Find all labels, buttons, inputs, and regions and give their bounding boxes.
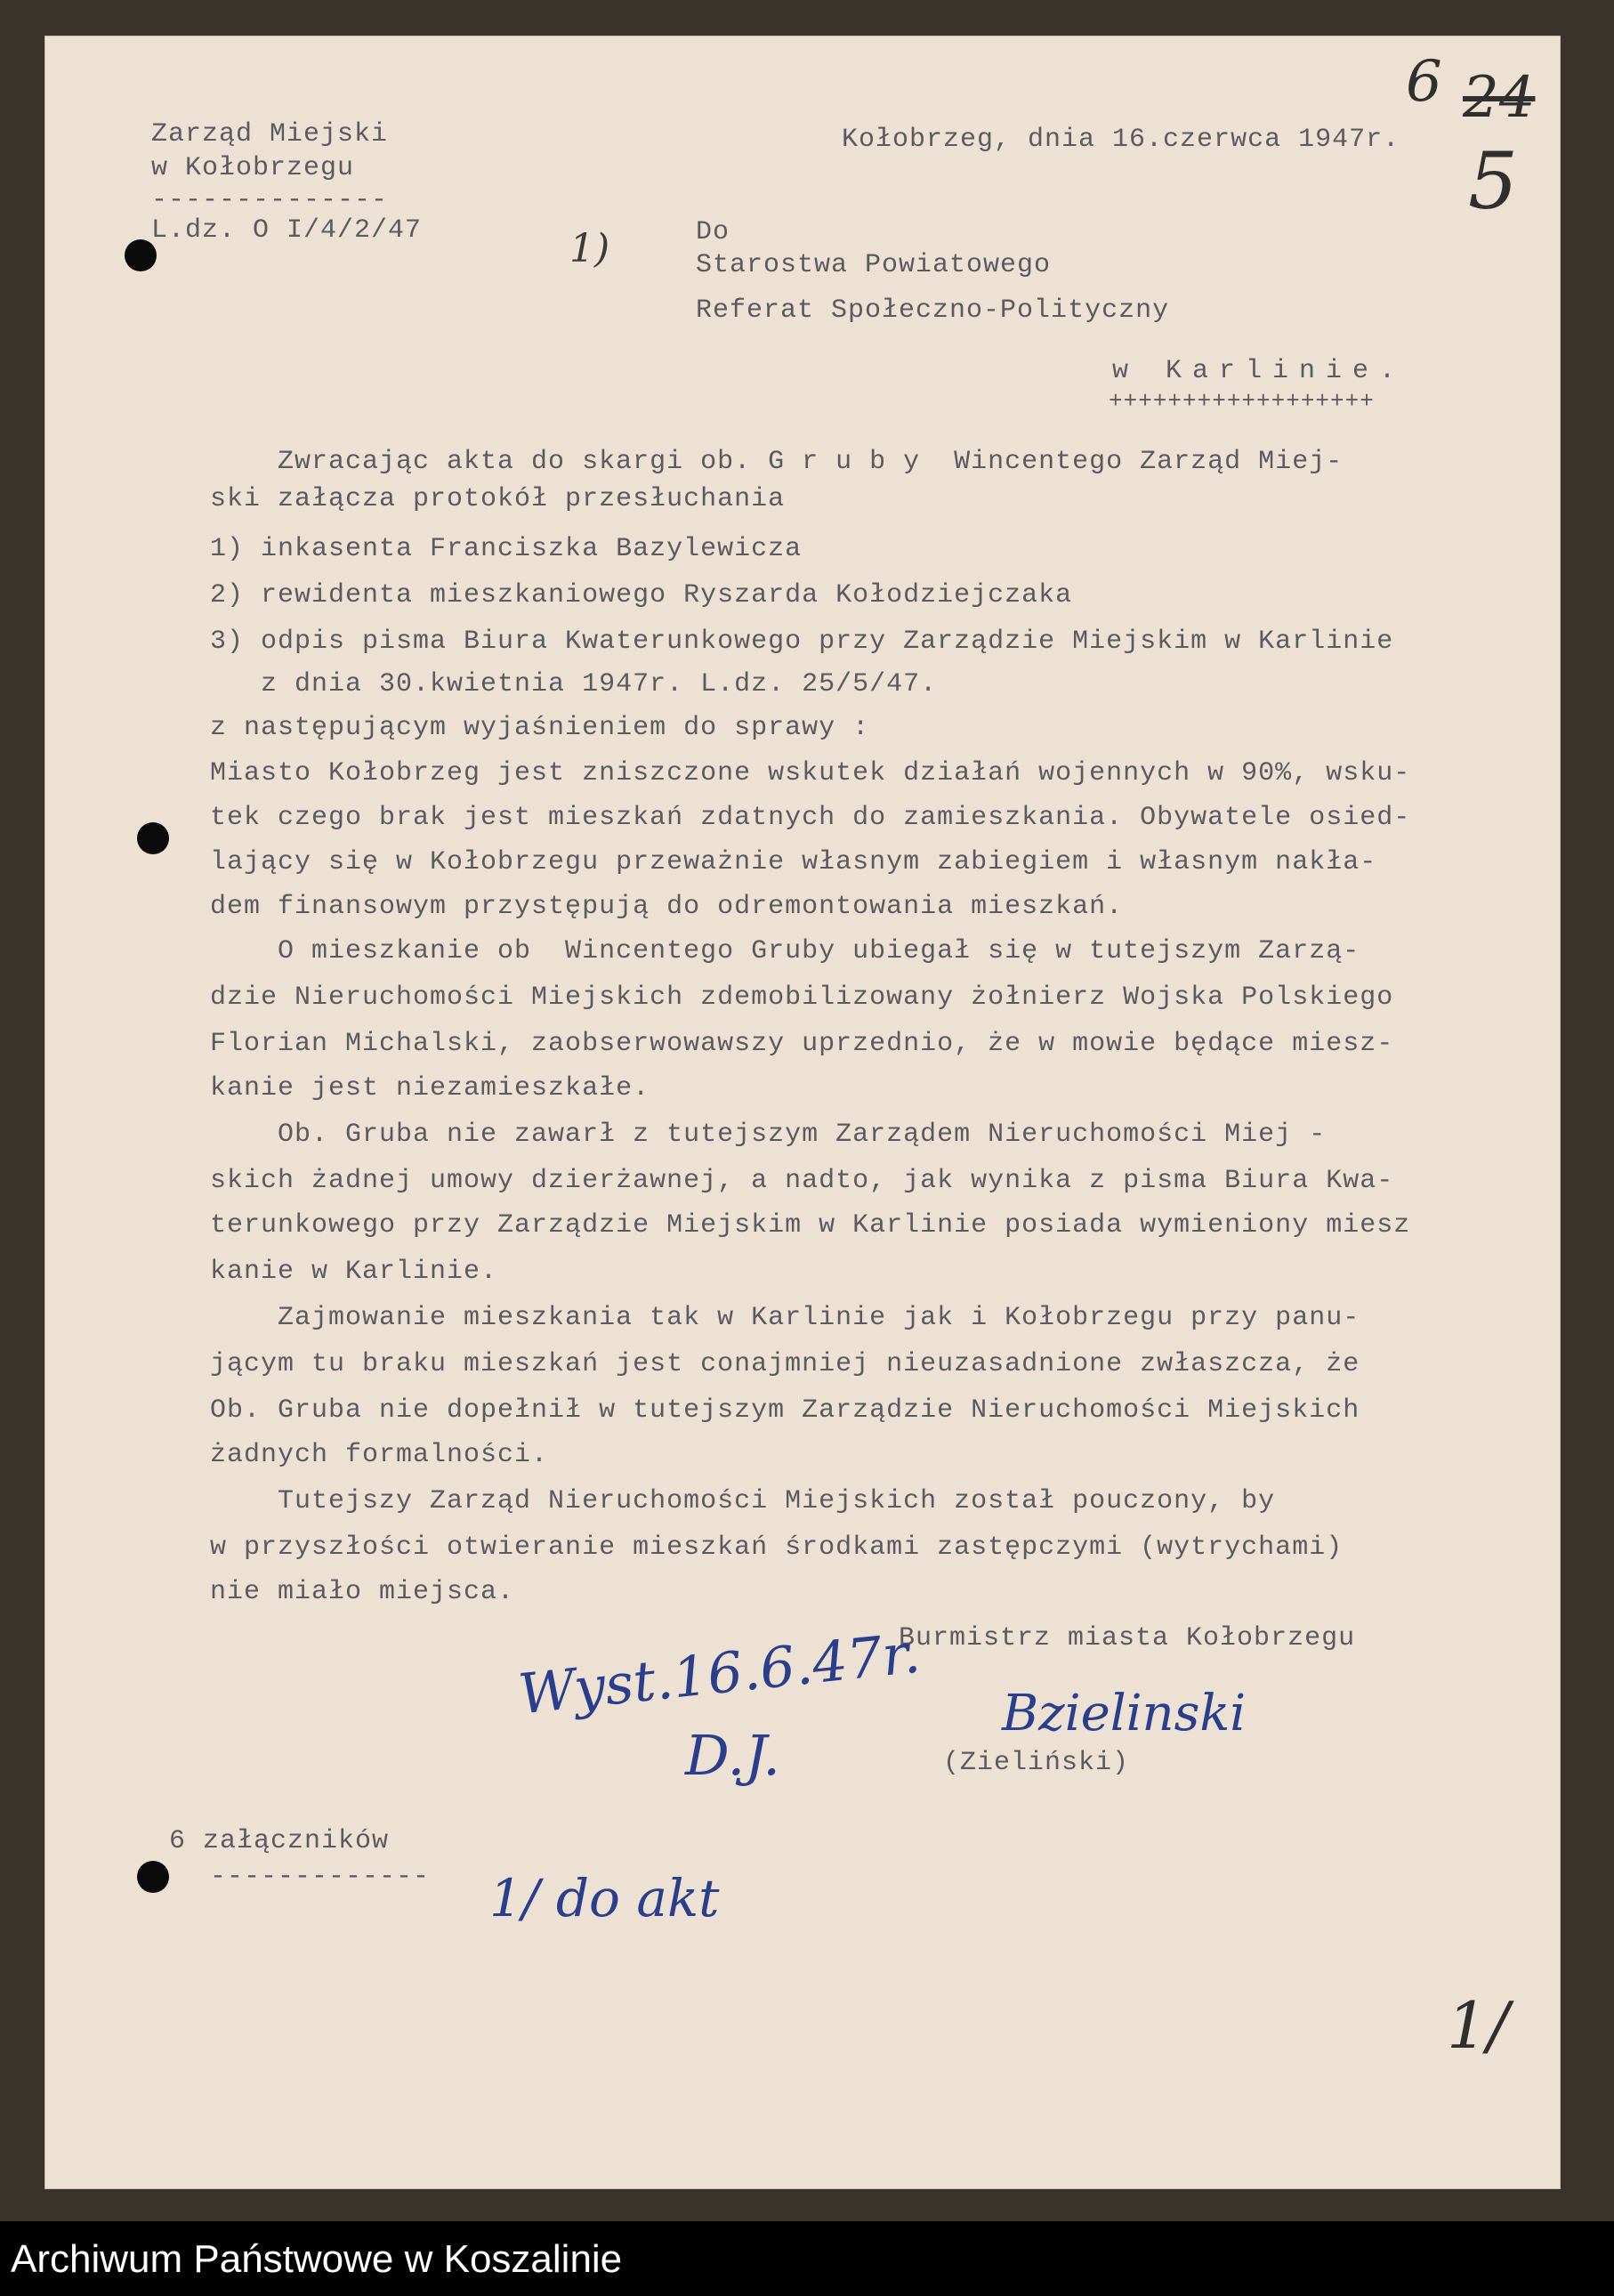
dispatch-note: Wyst.16.6.47r.	[515, 1620, 924, 1727]
body-line: skich żadnej umowy dzierżawnej, a nadto, jak wynika z pisma Biura Kwa-	[210, 1166, 1394, 1196]
body-line: 3) odpis pisma Biura Kwaterunkowego przy Zarządzie Miejskim w Karlinie	[210, 627, 1394, 657]
archive-name: Archiwum Państwowe w Koszalinie	[11, 2237, 623, 2281]
reference-number: L.dz. O I/4/2/47	[151, 215, 423, 246]
sender-underline: --------------	[151, 185, 389, 215]
body-line: 2) rewidenta mieszkaniowego Ryszarda Kołodziejczaka	[210, 580, 1073, 610]
body-line: kanie w Karlinie.	[210, 1257, 498, 1287]
body-line: Florian Michalski, zaobserwowawszy uprzednio, że w mowie będące miesz-	[210, 1029, 1394, 1059]
place-date: Kołobrzeg, dnia 16.czerwca 1947r.	[842, 125, 1400, 155]
folio-top: 6	[1406, 49, 1442, 115]
folio-bottom: 1/	[1447, 1988, 1510, 2063]
body-line: w przyszłości otwieranie mieszkań środkami zastępczymi (wytrychami)	[210, 1532, 1344, 1563]
body-line: kanie jest niezamieszkałe.	[210, 1073, 650, 1104]
folio-5: 5	[1468, 135, 1518, 227]
body-line: dzie Nieruchomości Miejskich zdemobilizowany żołnierz Wojska Polskiego	[210, 982, 1394, 1013]
body-line: tek czego brak jest mieszkań zdatnych do zamieszkania. Obywatele osied-	[210, 803, 1411, 833]
body-line: dem finansowym przystępują do odremontowania mieszkań.	[210, 892, 1124, 922]
body-line: ski załącza protokół przesłuchania	[210, 484, 786, 514]
body-line: z dnia 30.kwietnia 1947r. L.dz. 25/5/47.	[210, 669, 938, 699]
signature: Bzielinski	[1002, 1685, 1247, 1742]
body-line: jącym tu braku mieszkań jest conajmniej nieuzasadnione zwłaszcza, że	[210, 1349, 1360, 1379]
sender-line1: Zarząd Miejski	[151, 119, 389, 150]
punch-hole-bottom	[137, 1861, 169, 1893]
recipient-line1: Starostwa Powiatowego	[696, 250, 1052, 280]
document-page	[44, 36, 1561, 2189]
sender-line2: w Kołobrzegu	[151, 153, 355, 183]
archive-footer	[0, 2221, 1614, 2296]
body-line: O mieszkanie ob Wincentego Gruby ubiegał się w tutejszym Zarzą-	[210, 936, 1360, 966]
body-line: Miasto Kołobrzeg jest zniszczone wskutek działań wojennych w 90%, wsku-	[210, 758, 1411, 788]
body-line: nie miało miejsca.	[210, 1577, 515, 1607]
recipient-line2: Referat Społeczno-Polityczny	[696, 295, 1170, 326]
body-line: lający się w Kołobrzegu przeważnie własnym zabiegiem i własnym nakła-	[210, 847, 1377, 877]
body-line: żadnych formalności.	[210, 1440, 549, 1470]
attachments: 6 załączników	[169, 1826, 390, 1856]
dispatch-initials: D.J.	[685, 1723, 780, 1788]
signatory-title: Burmistrz miasta Kołobrzegu	[899, 1623, 1356, 1653]
folio-crossed: 24	[1463, 65, 1536, 131]
body-line: Zajmowanie mieszkania tak w Karlinie jak i Kołobrzegu przy panu-	[210, 1303, 1360, 1333]
body-line: terunkowego przy Zarządzie Miejskim w Karlinie posiada wymieniony miesz	[210, 1210, 1411, 1241]
punch-hole-middle	[137, 822, 169, 854]
body-line: Ob. Gruba nie dopełnił w tutejszym Zarządzie Nieruchomości Miejskich	[210, 1395, 1360, 1426]
body-line: z następującym wyjaśnieniem do sprawy :	[210, 713, 870, 743]
recipient-city: w Karlinie.	[1112, 356, 1407, 386]
body-line: 1) inkasenta Franciszka Bazylewicza	[210, 534, 803, 564]
recipient-to: Do	[696, 217, 730, 247]
attachments-underline: -------------	[210, 1862, 431, 1892]
recipient-marker: 1)	[569, 226, 610, 271]
to-files-note: 1/ do akt	[489, 1868, 720, 1928]
body-line: Ob. Gruba nie zawarł z tutejszym Zarządem Nieruchomości Miej -	[210, 1120, 1327, 1150]
recipient-city-underline: ++++++++++++++++++	[1109, 388, 1375, 415]
body-line: Zwracając akta do skargi ob. G r u b y Wincentego Zarząd Miej-	[210, 447, 1344, 477]
body-line: Tutejszy Zarząd Nieruchomości Miejskich został pouczony, by	[210, 1486, 1276, 1516]
signatory-name: (Zieliński)	[943, 1748, 1130, 1778]
